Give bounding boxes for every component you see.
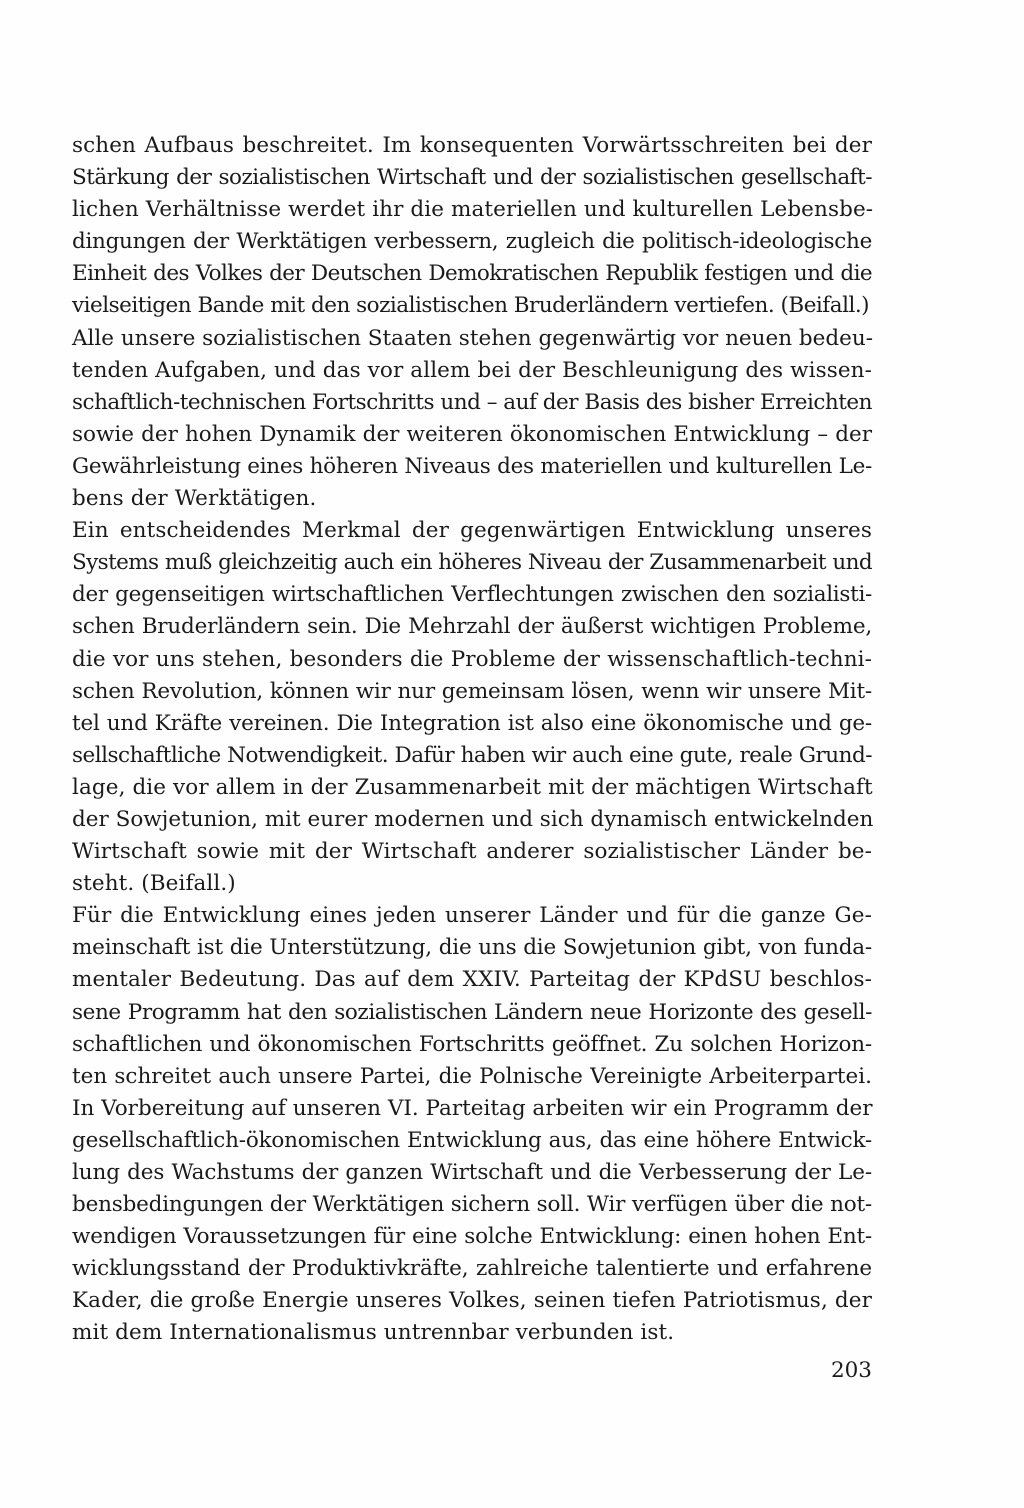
text-line: Gewährleistung eines höheren Niveaus des materiellen und kulturellen Le- [72, 453, 872, 479]
text-line: wicklungsstand der Produktivkräfte, zahlreiche talentierte und erfahrene [72, 1256, 872, 1282]
text-line: die vor uns stehen, besonders die Probleme der wissenschaftlich-techni- [72, 646, 872, 672]
text-line: vielseitigen Bande mit den sozialistischen Bruderländern vertiefen. (Beifall.) [72, 293, 870, 319]
text-line: lage, die vor allem in der Zusammenarbeit mit der mächtigen Wirtschaft [72, 774, 873, 800]
text-line: steht. (Beifall.) [72, 871, 236, 897]
text-line: schaftlichen und ökonomischen Fortschritts geöffnet. Zu solchen Horizon- [72, 1031, 872, 1057]
text-line: schen Revolution, können wir nur gemeinsam lösen, wenn wir unsere Mit- [72, 678, 872, 704]
text-line: ten schreitet auch unsere Partei, die Polnische Vereinigte Arbeiterpartei. [72, 1063, 872, 1089]
text-line: bensbedingungen der Werktätigen sichern soll. Wir verfügen über die not- [72, 1192, 872, 1218]
text-line: Für die Entwicklung eines jeden unserer Länder und für die ganze Ge- [72, 903, 872, 929]
text-line: Einheit des Volkes der Deutschen Demokratischen Republik festigen und die [72, 261, 872, 287]
text-line: sowie der hohen Dynamik der weiteren ökonomischen Entwicklung – der [72, 421, 872, 447]
text-line: lung des Wachstums der ganzen Wirtschaft und die Verbesserung der Le- [72, 1160, 872, 1185]
text-line: wendigen Voraussetzungen für eine solche Entwicklung: einen hohen Ent- [72, 1224, 872, 1250]
text-line: schen Aufbaus beschreitet. Im konsequenten Vorwärtsschreiten bei der [72, 133, 872, 158]
text-line: schaftlich-technischen Fortschritts und – auf der Basis des bisher Erreichten [72, 389, 872, 415]
text-line: tel und Kräfte vereinen. Die Integration ist also eine ökonomische und ge- [72, 710, 872, 736]
text-line: mit dem Internationalismus untrennbar verbunden ist. [72, 1320, 675, 1346]
text-line: tenden Aufgaben, und das vor allem bei der Beschleunigung des wissen- [72, 357, 872, 383]
page-number: 203 [830, 1358, 872, 1383]
text-line: der Sowjetunion, mit eurer modernen und sich dynamisch entwickelnden [72, 806, 874, 832]
text-line: Stärkung der sozialistischen Wirtschaft und der sozialistischen gesellschaft- [72, 165, 872, 191]
text-line: Wirtschaft sowie mit der Wirtschaft anderer sozialistischer Länder be- [72, 839, 872, 865]
text-line: bens der Werktätigen. [72, 486, 317, 512]
text-line: sellschaftliche Notwendigkeit. Dafür haben wir auch eine gute, reale Grund- [72, 742, 872, 768]
text-line: In Vorbereitung auf unseren VI. Parteitag arbeiten wir ein Programm der [72, 1095, 873, 1121]
text-line: Kader, die große Energie unseres Volkes, seinen tiefen Patriotismus, der [72, 1288, 872, 1314]
text-line: der gegenseitigen wirtschaftlichen Verflechtungen zwischen den sozialisti- [72, 582, 872, 608]
text-line: mentaler Bedeutung. Das auf dem XXIV. Parteitag der KPdSU beschlos- [72, 967, 872, 993]
text-line: Ein entscheidendes Merkmal der gegenwärtigen Entwicklung unseres [72, 518, 872, 544]
text-line: sene Programm hat den sozialistischen Ländern neue Horizonte des gesell- [72, 999, 872, 1025]
text-line: lichen Verhältnisse werdet ihr die materiellen und kulturellen Lebensbe- [72, 197, 874, 223]
text-line: gesellschaftlich-ökonomischen Entwicklung aus, das eine höhere Entwick- [72, 1127, 872, 1153]
text-line: dingungen der Werktätigen verbessern, zugleich die politisch-ideologische [72, 229, 872, 255]
text-line: Systems muß gleichzeitig auch ein höheres Niveau der Zusammenarbeit und [72, 550, 872, 576]
body-text [72, 130, 872, 1350]
text-line: meinschaft ist die Unterstützung, die uns die Sowjetunion gibt, von funda- [72, 935, 872, 961]
text-line: schen Bruderländern sein. Die Mehrzahl der äußerst wichtigen Probleme, [72, 614, 872, 640]
text-line: Alle unsere sozialistischen Staaten stehen gegenwärtig vor neuen bedeu- [72, 325, 873, 351]
